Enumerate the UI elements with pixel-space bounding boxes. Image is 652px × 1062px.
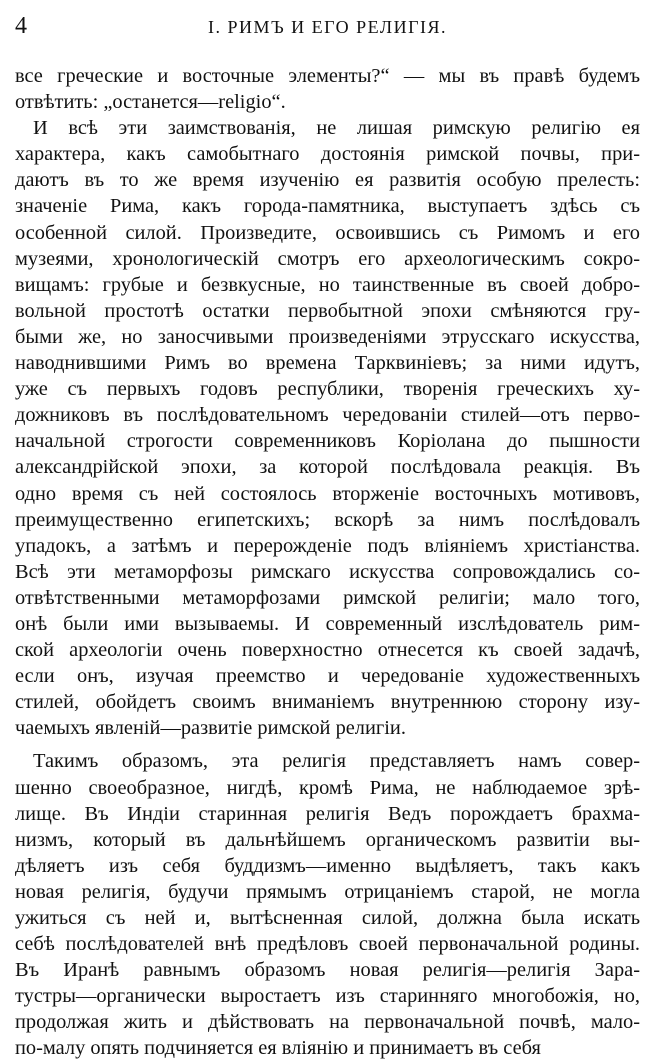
text-line: дожниковъ въ послѣдовательномъ чередованіи стилей—отъ перво- [15, 404, 640, 427]
text-line: лище. Въ Индіи старинная религія Ведъ порождаетъ брахма- [15, 802, 640, 825]
text-line: И всѣ эти заимствованія, не лишая римскую религію ея [33, 117, 640, 140]
text-line: ужиться съ ней и, вытѣсненная силой, должна была искать [15, 907, 640, 929]
text-line: преимущественно египетскихъ; вскорѣ за нимъ послѣдовалъ [15, 508, 640, 531]
text-line: продолжая жить и дѣйствовать на первоначальной почвѣ, мало- [15, 1011, 640, 1034]
text-line: наводнившими Римъ во времена Тарквиніевъ; за ними идутъ, [15, 352, 640, 375]
text-line: по-малу опять подчиняется ея вліянію и принимаетъ въ себя [15, 1037, 541, 1060]
text-line: Такимъ образомъ, эта религія представляетъ намъ совер- [33, 750, 640, 773]
paragraph [15, 748, 640, 1061]
text-line: отвѣтить: „останется—religio“. [15, 91, 286, 114]
text-line: одно время съ ней состоялось вторженіе восточныхъ мотивовъ, [15, 482, 640, 505]
text-line: шенно своеобразное, нигдѣ, кромѣ Рима, не наблюдаемое зрѣ- [15, 776, 640, 799]
text-line: вищамъ: грубые и безвкусные, но таинственные въ своей добро- [15, 273, 640, 296]
page-body [15, 63, 640, 1060]
text-line: александрійской эпохи, за которой послѣдовала реакція. Въ [15, 456, 640, 479]
running-head: I. РИМЪ И ЕГО РЕЛИГІЯ. [207, 17, 448, 37]
text-line: тустры—органически выростаетъ изъ старинняго многобожія, но, [15, 985, 640, 1008]
text-line: Всѣ эти метаморфозы римскаго искусства сопровождались со- [15, 560, 640, 583]
page-number: 4 [15, 13, 27, 39]
paragraph-gap [15, 741, 640, 748]
text-line: уже съ первыхъ годовъ республики, творенія греческихъ ху- [15, 378, 640, 401]
text-line: низмъ, который въ дальнѣйшемъ органическомъ развитіи вы- [15, 828, 640, 851]
text-line: особенной силой. Произведите, освоившись съ Римомъ и его [15, 221, 640, 244]
text-line: отвѣтственными метаморфозами римской религіи; мало того, [15, 586, 640, 609]
text-line: значеніе Рима, какъ города-памятника, выступаетъ здѣсь съ [15, 195, 640, 218]
text-line: вольной простотѣ остатки первобытной эпохи смѣняются гру- [15, 299, 640, 322]
text-line: характера, какъ самобытнаго достоянія римской почвы, при- [15, 143, 640, 166]
text-line: начальной строгости современниковъ Коріолана до пышности [15, 430, 640, 453]
paragraph [15, 63, 640, 115]
text-line: онѣ были ими вызываемы. И современный изслѣдователь рим- [15, 612, 640, 635]
text-line: даютъ въ то же время изученію ея развитія особую прелесть: [15, 169, 640, 192]
text-line: если онъ, изучая преемство и чередованіе художественныхъ [15, 665, 640, 688]
text-line: себѣ послѣдователей внѣ предѣловъ своей первоначальной родины. [15, 933, 640, 956]
text-line: ской археологіи очень поверхностно отнесется къ своей задачѣ, [15, 639, 640, 662]
text-line: стилей, обойдетъ своимъ вниманіемъ внутреннюю сторону изу- [15, 691, 640, 714]
text-line: быми же, но заносчивыми произведеніями этрусскаго искусства, [15, 325, 640, 348]
text-line: дѣляетъ изъ себя буддизмъ—именно выдѣляетъ, такъ какъ [15, 854, 640, 877]
text-line: Въ Иранѣ равнымъ образомъ новая религія—религія Зара- [15, 959, 640, 982]
page-header [15, 12, 640, 40]
text-line: все греческие и восточные элементы?“ — мы въ правѣ будемъ [15, 65, 640, 87]
text-line: упадокъ, а затѣмъ и перерожденіе подъ вліяніемъ христіанства. [15, 534, 640, 557]
paragraph [15, 115, 640, 741]
text-line: новая религія, будучи прямымъ отрицаніемъ старой, не могла [15, 880, 640, 903]
text-line: музеями, хронологическій смотръ его археологическимъ сокро- [15, 247, 640, 270]
text-line: чаемыхъ явленій—развитіе римской религіи. [15, 717, 406, 740]
